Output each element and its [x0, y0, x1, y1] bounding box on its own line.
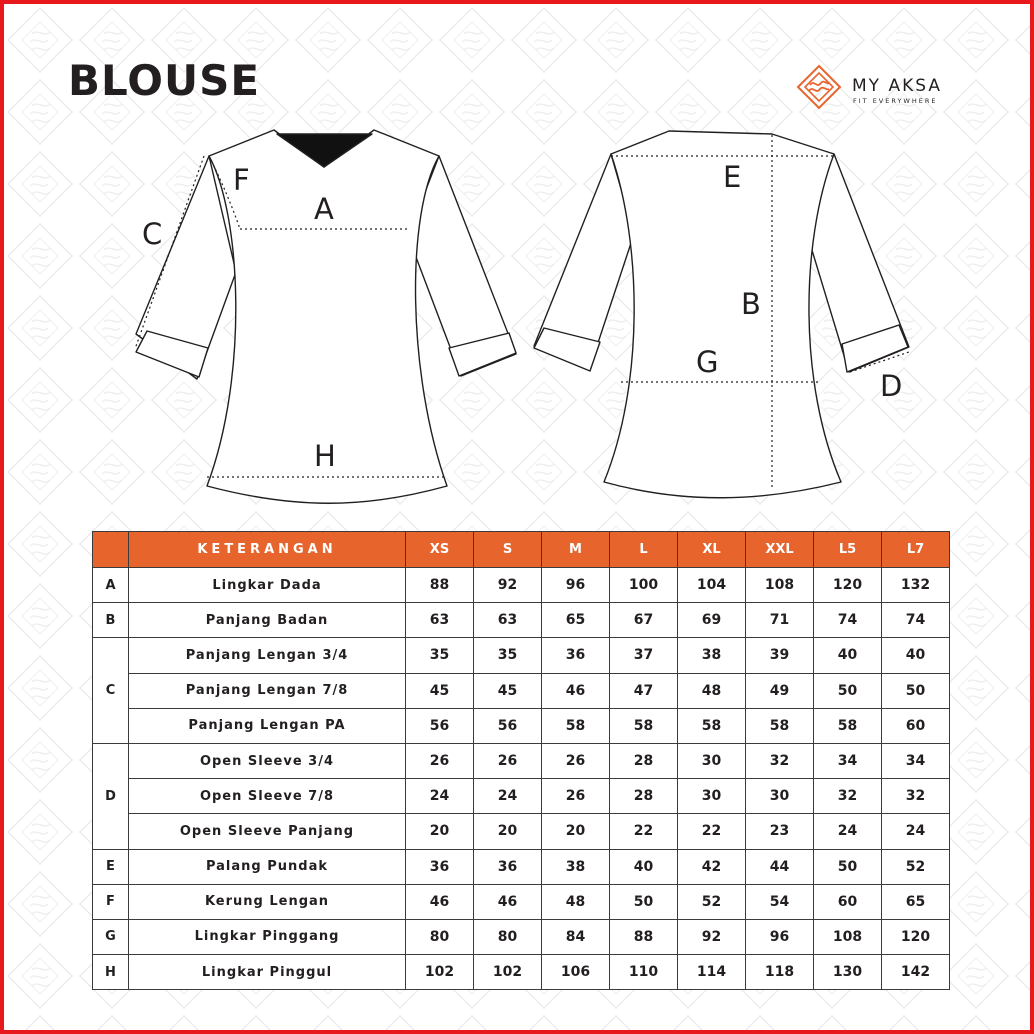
table-cell: 20 [406, 814, 474, 849]
table-cell: 40 [610, 849, 678, 884]
table-cell: 32 [882, 779, 950, 814]
table-cell: 56 [406, 708, 474, 743]
table-row [93, 568, 950, 603]
table-cell: 48 [678, 673, 746, 708]
table-header-row [93, 532, 950, 568]
table-cell: 45 [406, 673, 474, 708]
table-cell: 26 [406, 743, 474, 778]
table-cell: 50 [814, 849, 882, 884]
table-cell: 96 [542, 568, 610, 603]
table-cell: 108 [814, 919, 882, 954]
table-cell: 54 [746, 884, 814, 919]
column-header: L5 [814, 532, 882, 568]
table-cell: 34 [882, 743, 950, 778]
column-header: S [474, 532, 542, 568]
measurement-label: Kerung Lengan [129, 884, 406, 919]
table-cell: 26 [542, 779, 610, 814]
back-label-d: D [880, 369, 903, 403]
table-cell: 102 [406, 955, 474, 990]
column-header: XS [406, 532, 474, 568]
size-chart-table [92, 531, 950, 990]
table-cell: 50 [610, 884, 678, 919]
measurement-code: G [93, 919, 129, 954]
table-cell: 20 [474, 814, 542, 849]
table-cell: 63 [406, 603, 474, 638]
front-label-h: H [314, 439, 336, 473]
column-header: L7 [882, 532, 950, 568]
table-cell: 26 [542, 743, 610, 778]
table-cell: 47 [610, 673, 678, 708]
table-cell: 36 [474, 849, 542, 884]
column-header: L [610, 532, 678, 568]
table-cell: 32 [746, 743, 814, 778]
table-row [93, 673, 950, 708]
measurement-label: Panjang Badan [129, 603, 406, 638]
front-label-a: A [314, 192, 334, 226]
table-cell: 38 [678, 638, 746, 673]
table-cell: 24 [406, 779, 474, 814]
table-cell: 65 [882, 884, 950, 919]
table-cell: 142 [882, 955, 950, 990]
table-cell: 58 [746, 708, 814, 743]
back-label-e: E [723, 160, 742, 194]
table-cell: 42 [678, 849, 746, 884]
measurement-label: Lingkar Dada [129, 568, 406, 603]
measurement-code: B [93, 603, 129, 638]
table-cell: 60 [882, 708, 950, 743]
table-cell: 45 [474, 673, 542, 708]
table-cell: 40 [814, 638, 882, 673]
table-cell: 35 [474, 638, 542, 673]
table-cell: 24 [474, 779, 542, 814]
table-cell: 74 [814, 603, 882, 638]
table-row [93, 743, 950, 778]
table-cell: 88 [610, 919, 678, 954]
measurement-label: Panjang Lengan 3/4 [129, 638, 406, 673]
table-cell: 63 [474, 603, 542, 638]
measurement-label: Open Sleeve Panjang [129, 814, 406, 849]
table-cell: 20 [542, 814, 610, 849]
measurement-code: A [93, 568, 129, 603]
table-cell: 80 [474, 919, 542, 954]
table-cell: 52 [678, 884, 746, 919]
column-header: XXL [746, 532, 814, 568]
front-label-c: C [142, 217, 163, 251]
table-cell: 28 [610, 743, 678, 778]
table-cell: 114 [678, 955, 746, 990]
table-cell: 37 [610, 638, 678, 673]
measurement-code: F [93, 884, 129, 919]
table-cell: 30 [678, 743, 746, 778]
garment-diagrams [4, 4, 1034, 524]
table-cell: 92 [678, 919, 746, 954]
measurement-label: Lingkar Pinggang [129, 919, 406, 954]
table-cell: 36 [406, 849, 474, 884]
table-cell: 46 [542, 673, 610, 708]
table-cell: 46 [406, 884, 474, 919]
table-cell: 58 [610, 708, 678, 743]
measurement-code: E [93, 849, 129, 884]
table-cell: 106 [542, 955, 610, 990]
table-cell: 22 [610, 814, 678, 849]
measurement-code: D [93, 743, 129, 849]
table-cell: 108 [746, 568, 814, 603]
column-header: KETERANGAN [129, 532, 406, 568]
code-column-header [93, 532, 129, 568]
table-cell: 80 [406, 919, 474, 954]
table-cell: 58 [678, 708, 746, 743]
table-cell: 30 [678, 779, 746, 814]
table-cell: 100 [610, 568, 678, 603]
table-cell: 130 [814, 955, 882, 990]
measurement-label: Lingkar Pinggul [129, 955, 406, 990]
table-cell: 58 [542, 708, 610, 743]
table-row [93, 955, 950, 990]
column-header: M [542, 532, 610, 568]
table-cell: 22 [678, 814, 746, 849]
brand-tagline: FIT EVERYWHERE [853, 97, 938, 105]
table-row [93, 708, 950, 743]
table-cell: 30 [746, 779, 814, 814]
table-cell: 110 [610, 955, 678, 990]
table-cell: 50 [814, 673, 882, 708]
blouse-back-diagram [534, 131, 909, 498]
table-cell: 120 [814, 568, 882, 603]
table-cell: 24 [882, 814, 950, 849]
table-cell: 38 [542, 849, 610, 884]
table-cell: 84 [542, 919, 610, 954]
table-cell: 71 [746, 603, 814, 638]
table-cell: 56 [474, 708, 542, 743]
table-cell: 23 [746, 814, 814, 849]
table-cell: 52 [882, 849, 950, 884]
table-row [93, 849, 950, 884]
table-cell: 120 [882, 919, 950, 954]
table-cell: 35 [406, 638, 474, 673]
table-cell: 58 [814, 708, 882, 743]
measurement-label: Panjang Lengan PA [129, 708, 406, 743]
table-cell: 118 [746, 955, 814, 990]
table-row [93, 919, 950, 954]
back-label-b: B [741, 287, 761, 321]
table-cell: 32 [814, 779, 882, 814]
measurement-label: Panjang Lengan 7/8 [129, 673, 406, 708]
measurement-code: C [93, 638, 129, 744]
column-header: XL [678, 532, 746, 568]
table-cell: 74 [882, 603, 950, 638]
measurement-code: H [93, 955, 129, 990]
table-cell: 49 [746, 673, 814, 708]
table-row [93, 884, 950, 919]
table-cell: 88 [406, 568, 474, 603]
table-row [93, 814, 950, 849]
table-cell: 65 [542, 603, 610, 638]
table-cell: 26 [474, 743, 542, 778]
measurement-label: Palang Pundak [129, 849, 406, 884]
table-cell: 28 [610, 779, 678, 814]
table-cell: 44 [746, 849, 814, 884]
table-cell: 102 [474, 955, 542, 990]
table-cell: 96 [746, 919, 814, 954]
table-row [93, 638, 950, 673]
measurement-label: Open Sleeve 3/4 [129, 743, 406, 778]
measurement-label: Open Sleeve 7/8 [129, 779, 406, 814]
back-label-g: G [696, 345, 719, 379]
table-cell: 36 [542, 638, 610, 673]
table-cell: 60 [814, 884, 882, 919]
table-row [93, 779, 950, 814]
table-cell: 132 [882, 568, 950, 603]
table-cell: 92 [474, 568, 542, 603]
table-row [93, 603, 950, 638]
table-cell: 104 [678, 568, 746, 603]
table-cell: 46 [474, 884, 542, 919]
page-title: BLOUSE [68, 56, 261, 105]
table-cell: 34 [814, 743, 882, 778]
table-cell: 50 [882, 673, 950, 708]
table-cell: 67 [610, 603, 678, 638]
table-cell: 40 [882, 638, 950, 673]
table-cell: 69 [678, 603, 746, 638]
table-cell: 39 [746, 638, 814, 673]
front-label-f: F [233, 163, 250, 197]
table-cell: 48 [542, 884, 610, 919]
brand-name: MY AKSA [852, 76, 942, 96]
table-cell: 24 [814, 814, 882, 849]
